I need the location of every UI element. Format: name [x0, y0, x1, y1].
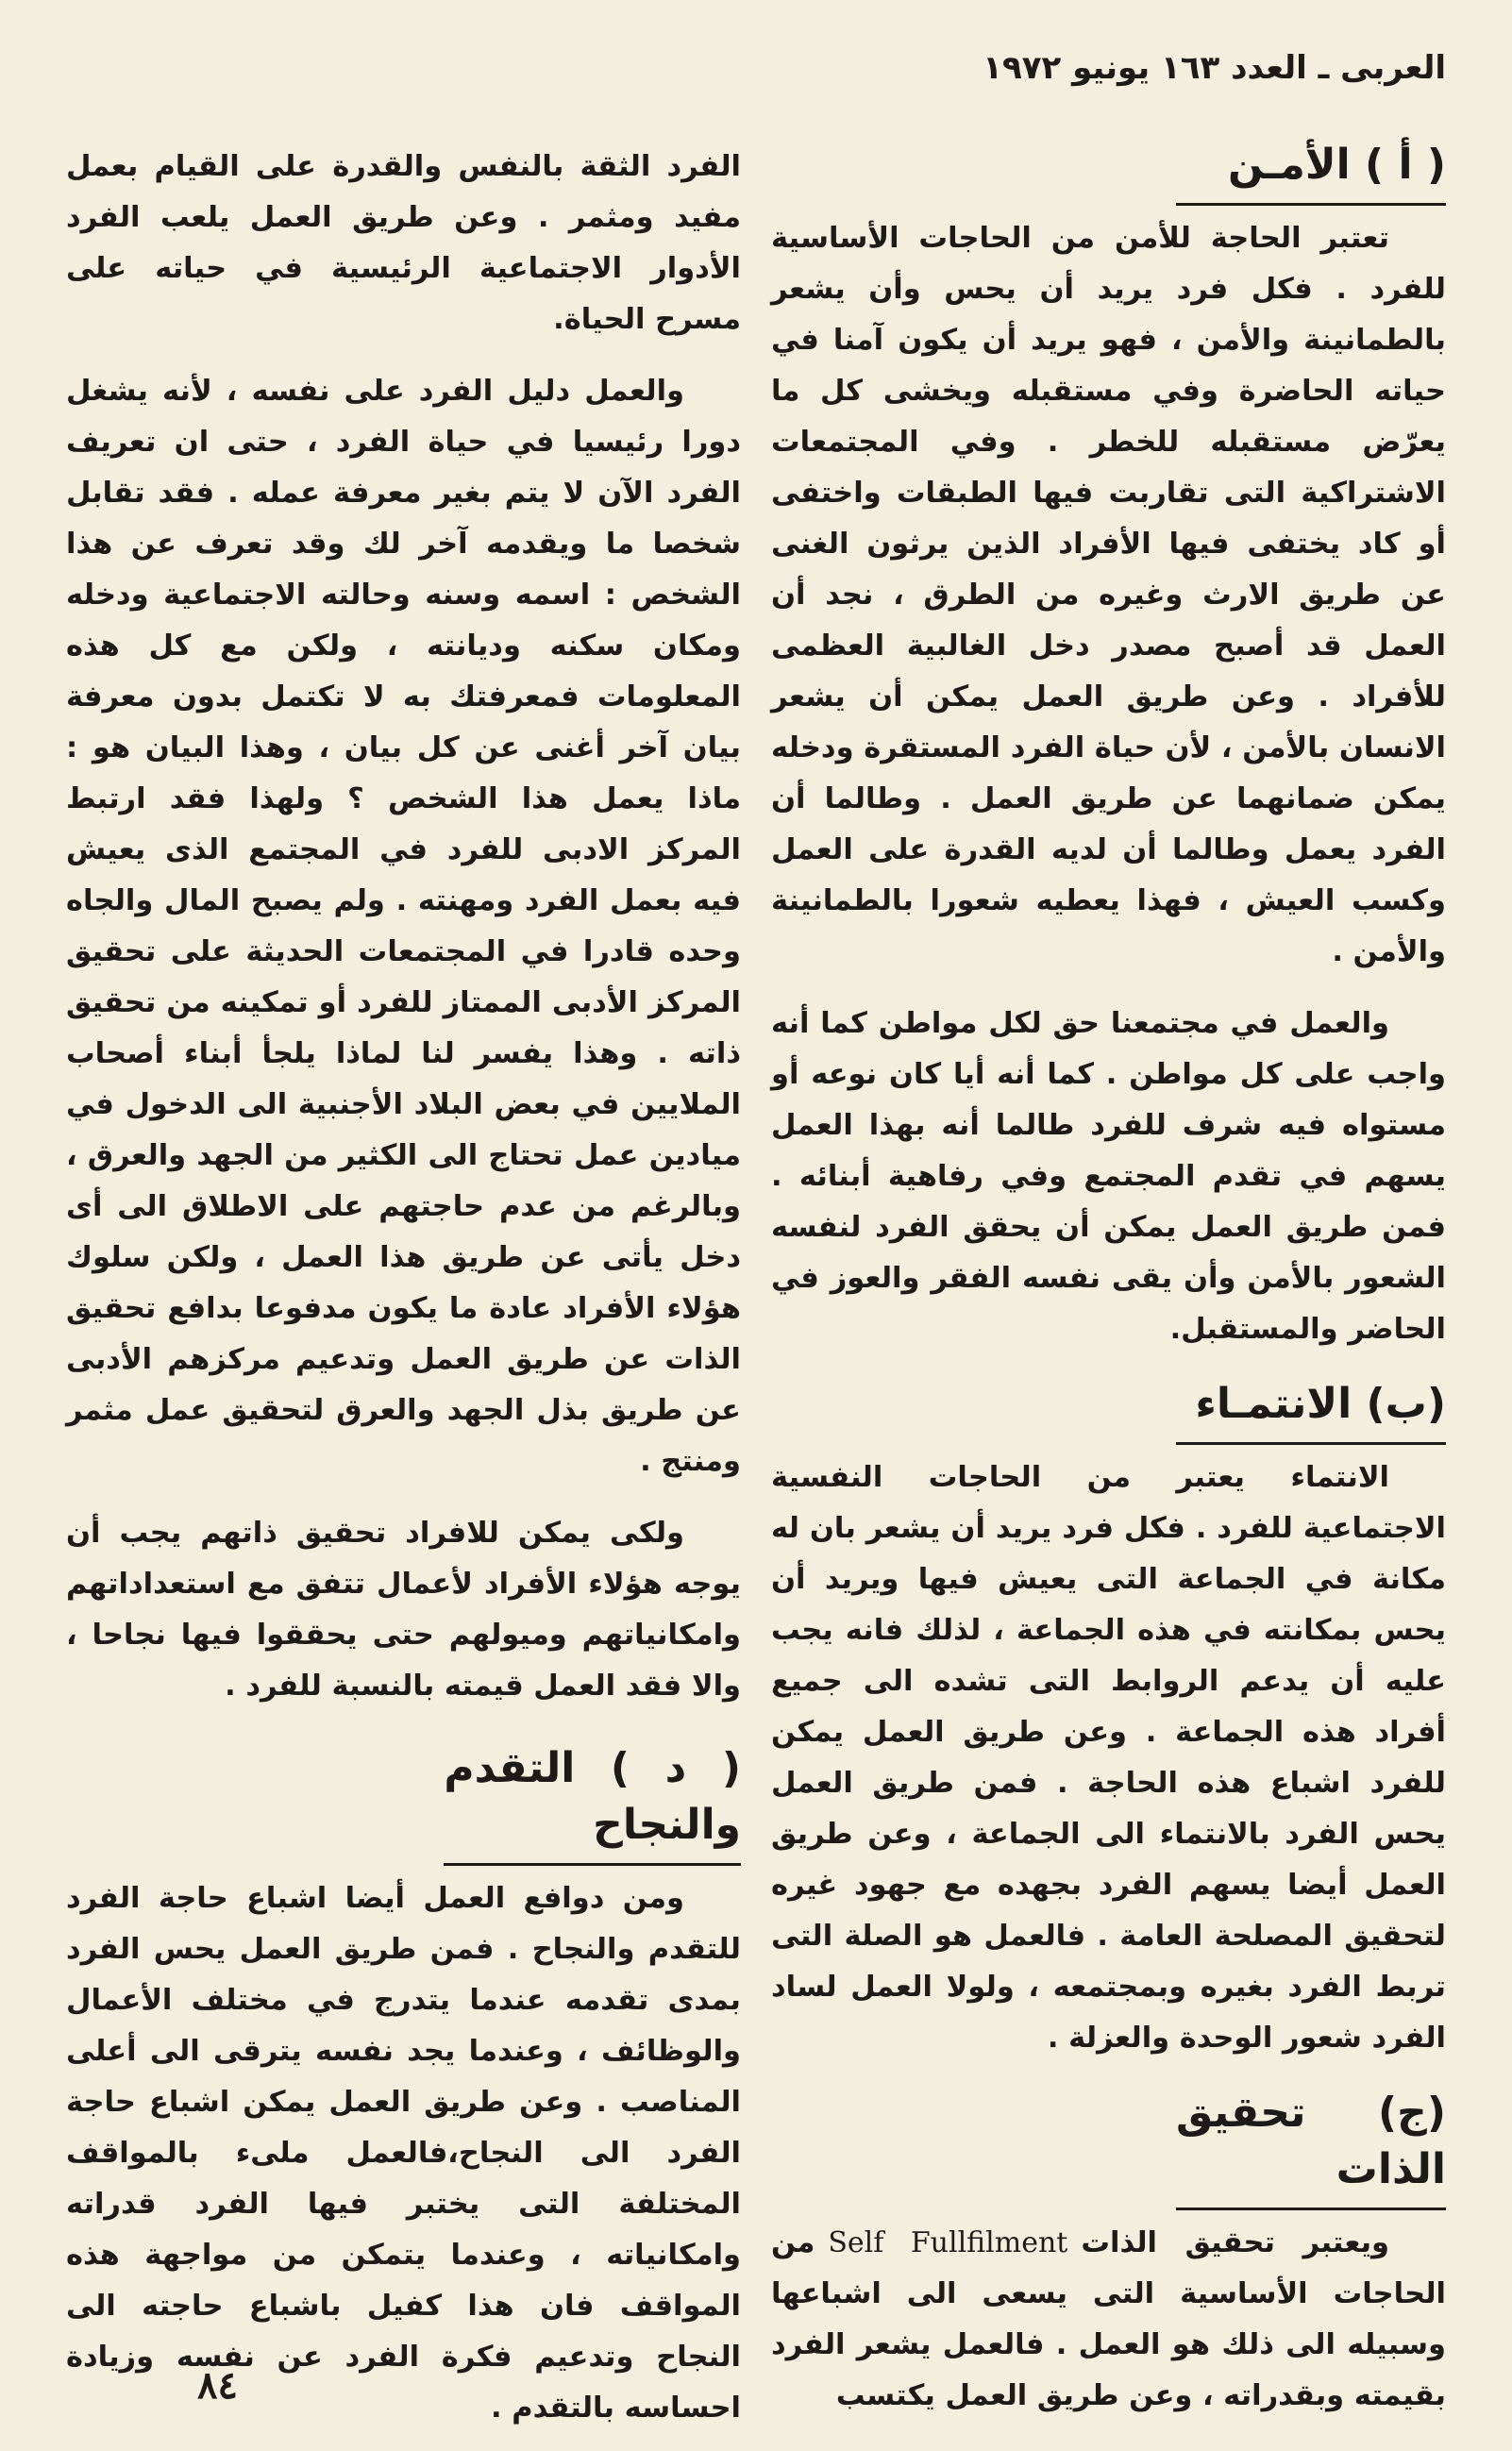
section-heading-belonging: (ب) الانتمـاء	[1195, 1380, 1446, 1428]
paragraph	[771, 2218, 1446, 2422]
section-progress-success	[66, 1740, 741, 2434]
section-heading-wrap	[444, 1740, 741, 1866]
section-heading-wrap	[1176, 137, 1446, 206]
paragraph-start: ويعتبر تحقيق الذات	[1081, 2226, 1389, 2259]
paragraph-continued: الفرد الثقة بالنفس والقدرة على القيام بعمل مفيد ومثمر . وعن طريق العمل يلعب الفرد الأدوار الاجتماعية الرئيسية في حياته على مسرح الحياة.	[66, 150, 741, 336]
running-header: العربى ـ العدد ١٦٣ يونيو ١٩٧٢	[983, 49, 1446, 87]
left-column	[66, 142, 741, 2451]
section-heading-wrap	[1176, 2085, 1446, 2210]
section-heading-progress-success: ( د ) التقدم والنجاح	[444, 1744, 741, 1849]
paragraph: ومن دوافع العمل أيضا اشباع حاجة الفرد للتقدم والنجاح . فمن طريق العمل يحس الفرد بمدى تقدمه عندما يتدرج في مختلف الأعمال والوظائف ، وعندما يجد نفسه يترقى الى أعلى المناصب . وعن طريق العمل يمكن اشباع حاجة الفرد الى النجاح،فالعمل ملىء بالمواقف المختلفة التى يختبر فيها الفرد قدراته وامكانياته ، وعندما يتمكن من مواجهة هذه المواقف فان هذا كفيل باشباع حاجته الى النجاح وتدعيم فكرة الفرد عن نفسه وزيادة احساسه بالتقدم .	[66, 1882, 741, 2425]
page-number: ٨٤	[197, 2363, 238, 2408]
paragraph: ولكى يمكن للافراد تحقيق ذاتهم يجب أن يوجه هؤلاء الأفراد لأعمال تتفق مع استعداداتهم وامكانياتهم وميولهم حتى يحققوا فيها نجاحا ، والا فقد العمل قيمته بالنسبة للفرد .	[66, 1517, 741, 1703]
latin-term: Self Fullfilment	[828, 2226, 1068, 2259]
paragraph: والعمل في مجتمعنا حق لكل مواطن كما أنه واجب على كل مواطن . كما أنه أيا كان نوعه أو مستواه فيه شرف للفرد طالما أنه بهذا العمل يسهم في تقدم المجتمع وفي رفاهية أبنائه . فمن طريق العمل يمكن أن يحقق الفرد لنفسه الشعور بالأمن وأن يقى نفسه الفقر والعوز في الحاضر والمستقبل.	[771, 1007, 1446, 1346]
section-heading-self-fulfilment: (ج) تحقيق الذات	[1176, 2089, 1446, 2193]
paragraph-end: من الحاجات الأساسية التى يسعى الى اشباعها وسبيله الى ذلك هو العمل . فالعمل يشعر الفرد بقيمته وبقدراته ، وعن طريق العمل يكتسب	[771, 2226, 1446, 2412]
paragraph: والعمل دليل الفرد على نفسه ، لأنه يشغل دورا رئيسيا في حياة الفرد ، حتى ان تعريف الفرد الآن لا يتم بغير معرفة عمله . فقد تقابل شخصا ما ويقدمه آخر لك وقد تعرف عن هذا الشخص : اسمه وسنه وحالته الاجتماعية ودخله ومكان سكنه وديانته ، ولكن مع كل هذه المعلومات فمعرفتك به لا تكتمل بدون معرفة بيان آخر أغنى عن كل بيان ، وهذا البيان هو : ماذا يعمل هذا الشخص ؟ ولهذا فقد ارتبط المركز الادبى للفرد في المجتمع الذى يعيش فيه بعمل الفرد ومهنته . ولم يصبح المال والجاه وحده قادرا في المجتمعات الحديثة على تحقيق المركز الأدبى الممتاز للفرد أو تمكينه من تحقيق ذاته . وهذا يفسر لنا لماذا يلجأ أبناء أصحاب الملايين في بعض البلاد الأجنبية الى الدخول في ميادين عمل تحتاج الى الكثير من الجهد والعرق ، وبالرغم من عدم حاجتهم على الاطلاق الى أى دخل يأتى عن طريق هذا العمل ، ولكن سلوك هؤلاء الأفراد عادة ما يكون مدفوعا بدافع تحقيق الذات عن طريق العمل وتدعيم مركزهم الأدبى عن طريق بذل الجهد والعرق لتحقيق عمل مثمر ومنتج .	[66, 375, 741, 1478]
section-belonging	[771, 1376, 1446, 2064]
section-heading-wrap	[1176, 1376, 1446, 1445]
section-self-fulfilment	[771, 2085, 1446, 2422]
paragraph: الانتماء يعتبر من الحاجات النفسية الاجتماعية للفرد . فكل فرد يريد أن يشعر بان له مكانة في الجماعة التى يعيش فيها ويريد أن يحس بمكانته في هذه الجماعة ، لذلك فانه يجب عليه أن يدعم الروابط التى تشده الى جميع أفراد هذه الجماعة . وعن طريق العمل يمكن للفرد اشباع هذه الحاجة . فمن طريق العمل يحس الفرد بالانتماء الى الجماعة ، وعن طريق العمل أيضا يسهم الفرد بجهده مع جهود غيره لتحقيق المصلحة العامة . فالعمل هو الصلة التى تربط الفرد بغيره وبمجتمعه ، ولولا العمل لساد الفرد شعور الوحدة والعزلة .	[771, 1461, 1446, 2055]
right-column	[771, 141, 1446, 2439]
section-security	[771, 137, 1446, 1355]
paragraph: تعتبر الحاجة للأمن من الحاجات الأساسية للفرد . فكل فرد يريد أن يحس وأن يشعر بالطمانينة والأمن ، فهو يريد أن يكون آمنا في حياته الحاضرة وفي مستقبله ويخشى كل ما يعرّض مستقبله للخطر . وفي المجتمعات الاشتراكية التى تقاربت فيها الطبقات واختفى أو كاد يختفى فيها الأفراد الذين يرثون الغنى عن طريق الارث وغيره من الطرق ، نجد أن العمل قد أصبح مصدر دخل الغالبية العظمى للأفراد . وعن طريق العمل يمكن أن يشعر الانسان بالأمن ، لأن حياة الفرد المستقرة ودخله يمكن ضمانهما عن طريق العمل . وطالما أن الفرد يعمل وطالما أن لديه القدرة على العمل وكسب العيش ، فهذا يعطيه شعورا بالطمانينة والأمن .	[771, 222, 1446, 968]
section-heading-security: ( أ ) الأمـن	[1228, 141, 1446, 189]
